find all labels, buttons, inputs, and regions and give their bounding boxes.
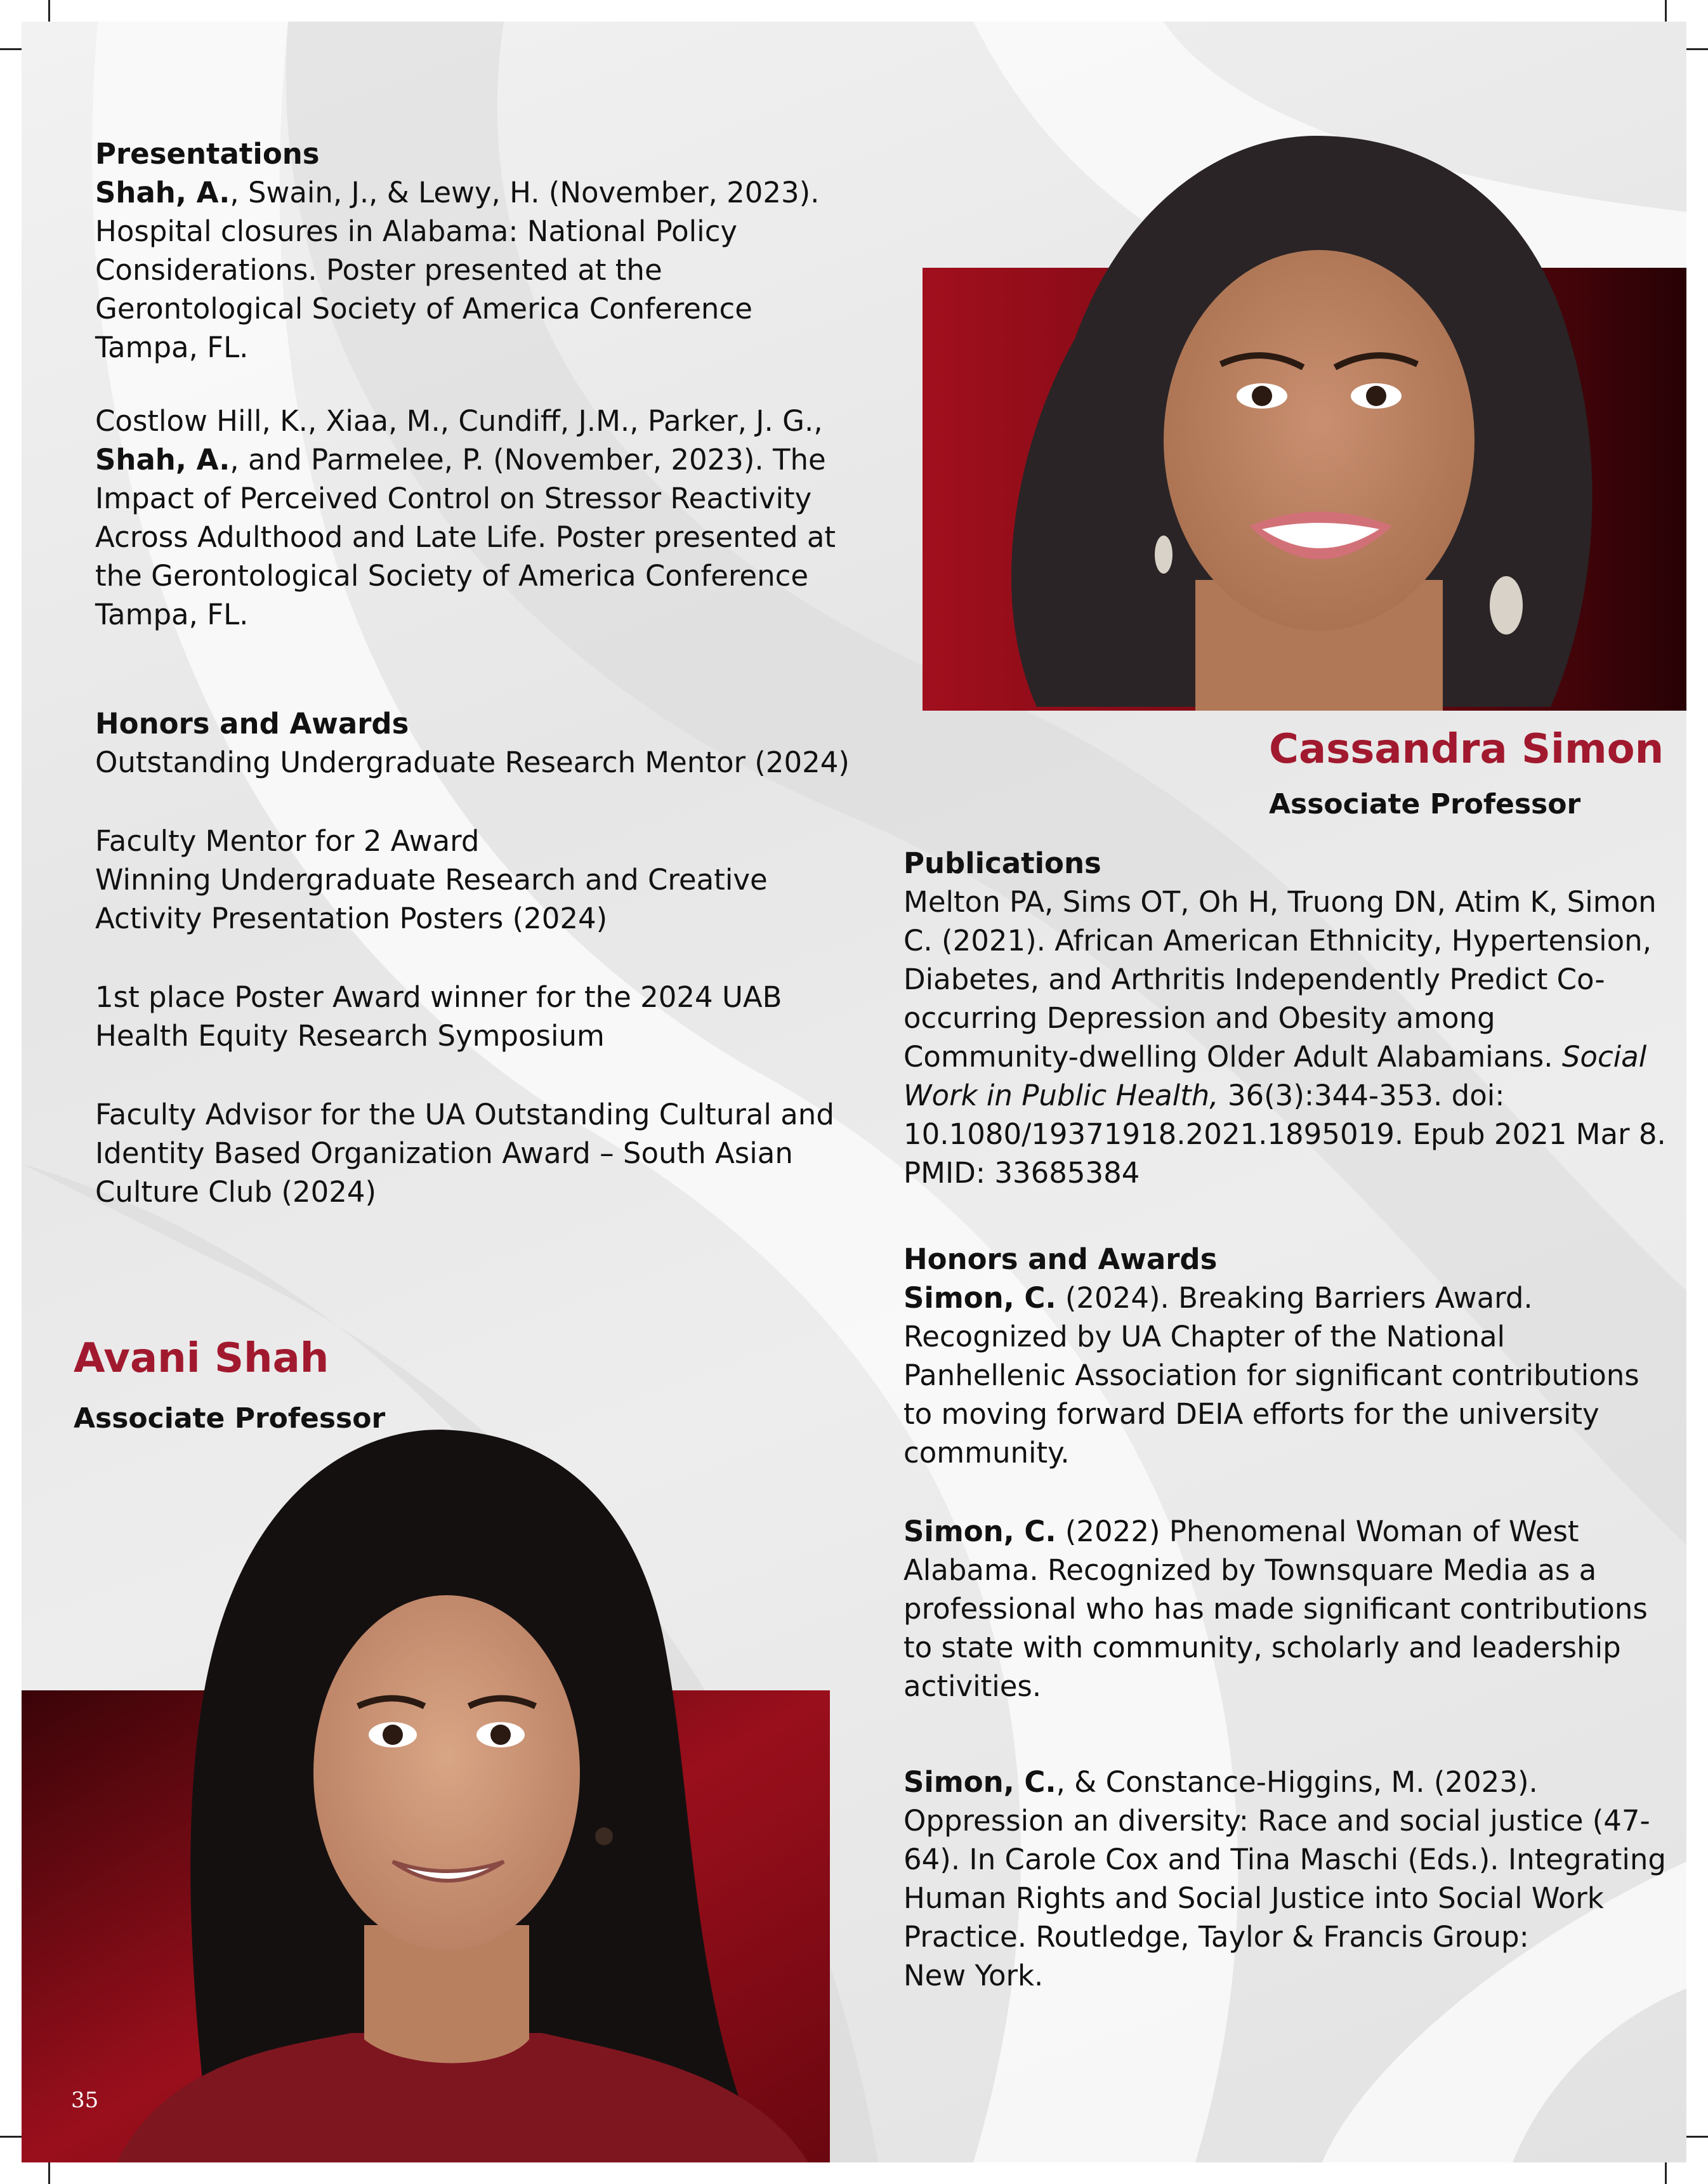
honor-item: Outstanding Undergraduate Research Mentor (2024) xyxy=(95,746,850,779)
person-name: Cassandra Simon xyxy=(1269,726,1664,773)
crop-mark xyxy=(1665,2162,1667,2184)
honors-heading: Honors and Awards xyxy=(903,1242,1218,1276)
presentation-item: Shah, A., Swain, J., & Lewy, H. (November, 2023). xyxy=(95,176,820,209)
avani-shah-photo xyxy=(22,1329,830,2162)
crop-mark xyxy=(1686,48,1708,50)
right-honors-section: Honors and Awards Simon, C. (2024). Breaking Barriers Award. Recognized by UA Chapter of the National Panhellenic Association for significant contributions to moving forward DEIA efforts for the university community. Simon, C. (2022) Phenomenal Woman of West Alabama. Recognized by Townsquare Media as a professional who has made significant contributions to state with community, scholarly and leadership activities. Simon, C., & Constance-Higgins, M. (2023). Oppression an diversity: Race and social justice (47- 64). In Carole Cox and Tina Maschi (Eds.). Integrating Human Rights and Social Justice into Social Work Practice. Routledge, Taylor & Francis Group: New York. xyxy=(903,1240,1684,1995)
crop-mark xyxy=(0,2136,22,2138)
honor-item: Faculty Mentor for 2 Award xyxy=(95,824,480,858)
honor-item: Simon, C., & Constance-Higgins, M. (2023). xyxy=(903,1765,1538,1799)
crop-mark xyxy=(48,0,50,22)
presentation-item: Costlow Hill, K., Xiaa, M., Cundiff, J.M., Parker, J. G., xyxy=(95,404,823,438)
presentations-heading: Presentations xyxy=(95,137,320,171)
page-number: 35 xyxy=(71,2088,99,2113)
cassandra-simon-photo xyxy=(923,110,1686,711)
crop-mark xyxy=(1665,0,1667,22)
publications-heading: Publications xyxy=(903,846,1101,880)
person-title: Associate Professor xyxy=(1269,788,1581,820)
honors-heading: Honors and Awards xyxy=(95,707,409,740)
publications-section: Publications Melton PA, Sims OT, Oh H, Truong DN, Atim K, Simon C. (2021). African American Ethnicity, Hypertension, Diabetes, and Arthritis Independently Predict Co- occurring Depression and Obesity among Community-dwelling Older Adult Alabamians. Social Work in Public Health, 36(3):344-353. doi: 10.1080/19371918.2021.1895019. Epub 2021 Mar 8. PMID: 33685384 xyxy=(903,844,1684,1192)
page xyxy=(22,22,1686,2162)
presentations-section: Presentations Shah, A., Swain, J., & Lewy, H. (November, 2023). Hospital closures in Alabama: National Policy Considerations. Poster presented at the Gerontological Society of America Conference Tampa, FL. Costlow Hill, K., Xiaa, M., Cundiff, J.M., Parker, J. G., Shah, A., and Parmelee, P. (November, 2023). The Impact of Perceived Control on Stressor Reactivity Across Adulthood and Late Life. Poster presented at the Gerontological Society of America Conference Tampa, FL. xyxy=(95,135,882,634)
crop-mark xyxy=(48,2162,50,2184)
crop-mark xyxy=(0,48,22,50)
honor-item: 1st place Poster Award winner for the 2024 UAB xyxy=(95,980,782,1014)
left-honors-section: Honors and Awards Outstanding Undergraduate Research Mentor (2024) Faculty Mentor for 2 Award Winning Undergraduate Research and Creative Activity Presentation Posters (2024) 1st place Poster Award winner for the 2024 UAB Health Equity Research Symposium Faculty Advisor for the UA Outstanding Cultural and Identity Based Organization Award – South Asian Culture Club (2024) xyxy=(95,704,882,1211)
honor-item: Simon, C. (2024). Breaking Barriers Award. xyxy=(903,1281,1533,1315)
honor-item: Simon, C. (2022) Phenomenal Woman of West xyxy=(903,1515,1579,1548)
crop-mark xyxy=(1686,2136,1708,2138)
honor-item: Faculty Advisor for the UA Outstanding Cultural and xyxy=(95,1098,834,1131)
person-name: Avani Shah xyxy=(74,1335,329,1382)
person-title: Associate Professor xyxy=(74,1402,386,1435)
